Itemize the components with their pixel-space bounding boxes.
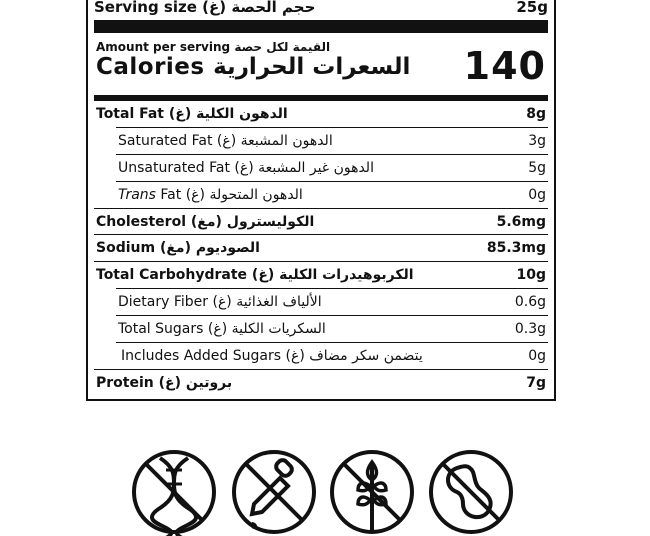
trans-italic: Trans <box>118 186 156 203</box>
nutrient-value: 3g <box>528 132 546 149</box>
nutrient-row-protein <box>94 370 548 397</box>
nutrient-value: 10g <box>516 267 546 284</box>
nutrient-label: Cholesterol (مغ) الكوليسترول <box>96 213 315 230</box>
nutrient-row-total-sugars <box>94 316 548 343</box>
nutrient-row-dietary-fiber <box>94 289 548 316</box>
no-peanuts-icon <box>427 448 515 536</box>
nutrient-label: Protein (غ) بروتين <box>96 375 233 392</box>
nutrition-facts-panel <box>86 0 556 401</box>
nutrient-value: 85.3mg <box>486 240 546 257</box>
nutrient-label: Sodium (مغ) الصوديوم <box>96 240 260 257</box>
nutrient-row-saturated-fat <box>94 128 548 155</box>
nutrient-label: Total Sugars (غ) السكريات الكلية <box>118 321 326 338</box>
serving-size-row <box>94 0 548 18</box>
nutrient-label <box>94 187 303 203</box>
nutrient-row-unsaturated-fat <box>94 155 548 182</box>
nutrient-label: Includes Added Sugars (غ) يتضمن سكر مضاف <box>121 347 423 364</box>
nutrient-row-added-sugars <box>94 343 548 370</box>
serving-size-label: Serving size (غ) حجم الحصة <box>94 0 316 16</box>
nutrient-value: 8g <box>526 105 546 122</box>
nutrient-row-trans-fat <box>94 182 548 209</box>
nutrient-row-total-carbohydrate <box>94 262 548 289</box>
nutrient-row-sodium <box>94 235 548 262</box>
serving-size-value: 25g <box>516 0 548 16</box>
nutrient-row-cholesterol <box>94 209 548 236</box>
no-additives-icon <box>230 448 318 536</box>
nutrient-value: 7g <box>526 375 546 392</box>
trans-rest: Fat (غ) الدهون المتحولة <box>155 186 303 203</box>
nutrient-value: 0.3g <box>514 321 546 338</box>
certification-icons <box>130 448 520 528</box>
calories-label: Calories السعرات الحرارية <box>96 54 411 80</box>
nutrient-label: Saturated Fat (غ) الدهون المشبعة <box>118 132 333 149</box>
nutrient-value: 5g <box>528 159 546 176</box>
nutrient-label: Unsaturated Fat (غ) الدهون غير المشبعة <box>118 159 374 176</box>
nutrient-rows <box>94 101 548 397</box>
nutrient-label: Total Fat (غ) الدهون الكلية <box>96 105 288 122</box>
nutrient-value: 0.6g <box>514 294 546 311</box>
no-gmo-icon <box>130 448 218 536</box>
nutrient-label: Dietary Fiber (غ) الألياف الغذائية <box>118 294 322 311</box>
nutrient-value: 0g <box>528 347 546 364</box>
calories-value: 140 <box>463 44 546 88</box>
nutrient-value: 5.6mg <box>496 213 546 230</box>
amount-per-serving-label: Amount per serving القيمة لكل حصة <box>96 40 331 54</box>
gluten-free-icon <box>328 448 416 536</box>
thick-divider <box>94 20 548 33</box>
nutrient-label: Total Carbohydrate (غ) الكربوهيدرات الكلية <box>96 267 414 284</box>
nutrient-row-total-fat <box>94 101 548 128</box>
nutrient-value: 0g <box>528 186 546 203</box>
